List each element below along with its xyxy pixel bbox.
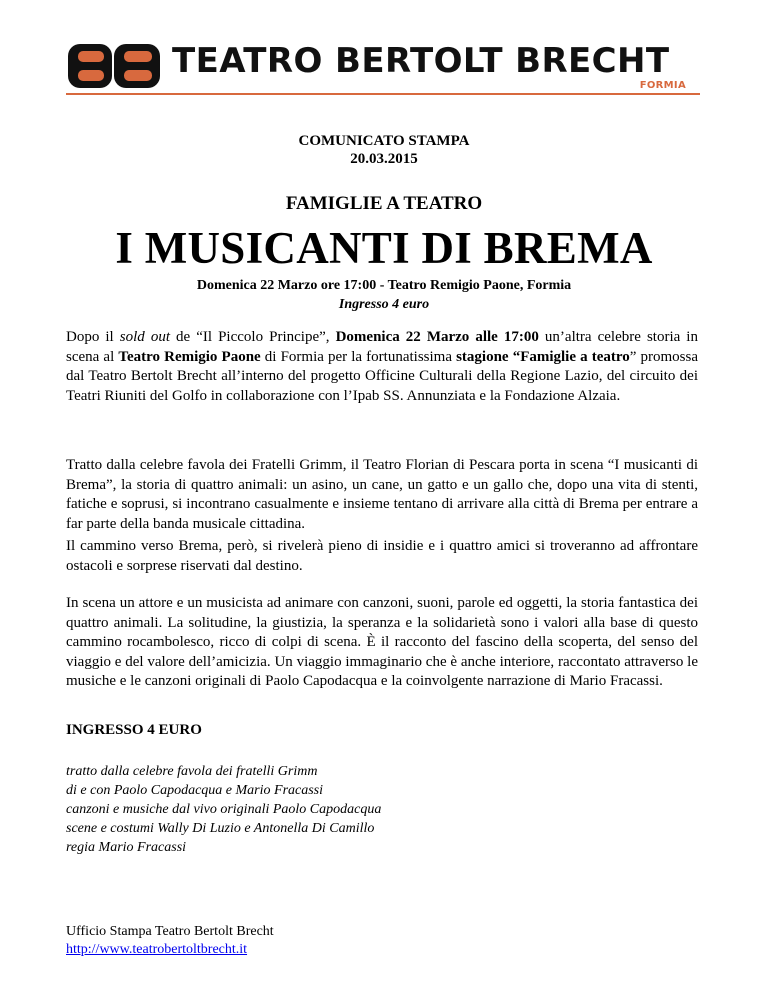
text-run-italic: sold out	[119, 329, 170, 345]
press-release-date: 20.03.2015	[350, 151, 418, 167]
credit-line: scene e costumi Wally Di Luzio e Antonella Di Camillo	[66, 821, 375, 836]
text-run: di Formia per la fortunatissima	[260, 348, 457, 365]
credit-line: di e con Paolo Capodacqua e Mario Fracassi	[66, 783, 324, 798]
paragraph-story: Tratto dalla celebre favola dei Fratelli Grimm, il Teatro Florian di Pescara porta in scena “I musicanti di Brema”, la storia di quattro animali: un asino, un cane, un gatto e un gallo che, dopo una vita di stenti, fatiche e soprusi, si incontrano casualmente e insieme tentano di arrivare alla città di Brema per entrare a far parte della banda musicale cittadina.	[66, 457, 698, 532]
footer	[66, 923, 274, 959]
entry-price-heading: INGRESSO 4 EURO	[66, 722, 202, 738]
paragraph-performance: In scena un attore e un musicista ad animare con canzoni, suoni, parole ed oggetti, la storia fantastica dei quattro animali. La solitudine, la giustizia, la speranza e la solidarietà sono i valori alla base di questo cammino rocambolesco, ricco di colpi di scena. È il racconto del fascino della scoperta, del senso del viaggio e del valore dell’amicizia. Un viaggio immaginario che è anche interiore, raccontato attraverso le musiche e le canzoni originali di Paolo Capodacqua e la coinvolgente narrazione di Mario Fracassi.	[66, 595, 698, 689]
bb-logo-icon	[66, 42, 162, 90]
credit-line: tratto dalla celebre favola dei fratelli Grimm	[66, 764, 318, 779]
text-run: ” promossa dal Teatro Bertolt Brecht all’interno del progetto Officine Culturali della Regione Lazio, del circuito dei Teatri Riuniti del Golfo in collaborazione con l’Ipab SS. Annunziata e la Fondazione Alzaia.	[66, 348, 699, 404]
header-logo	[66, 40, 700, 98]
website-link[interactable]: http://www.teatrobertoltbrecht.it	[66, 942, 248, 957]
credit-line: canzoni e musiche dal vivo originali Paolo Capodacqua	[66, 802, 382, 817]
logo-subtitle: FORMIA	[639, 80, 686, 91]
page-title: I MUSICANTI DI BREMA	[115, 223, 653, 273]
event-ticket: Ingresso 4 euro	[338, 297, 430, 312]
text-run-bold: Domenica 22 Marzo alle 17:00	[335, 329, 539, 345]
logo-title: TEATRO BERTOLT BRECHT	[172, 41, 670, 81]
paragraph-intro	[66, 328, 698, 406]
event-datetime: Domenica 22 Marzo ore 17:00 - Teatro Remigio Paone, Formia	[196, 278, 572, 293]
text-run: un’altra celebre storia in scena al	[66, 329, 698, 365]
text-run-bold: stagione “Famiglie a teatro	[456, 348, 630, 365]
text-run: de “Il Piccolo Principe”,	[169, 329, 336, 345]
paragraph-journey: Il cammino verso Brema, però, si rivelerà pieno di insidie e i quattro amici si troveranno ad affrontare ostacoli e sorprese riservati dal destino.	[66, 538, 698, 574]
credits-list	[66, 762, 381, 857]
press-release-label: COMUNICATO STAMPA	[298, 133, 470, 149]
text-run-bold: Teatro Remigio Paone	[118, 348, 261, 365]
text-run: Dopo il	[66, 329, 120, 345]
section-heading: FAMIGLIE A TEATRO	[285, 193, 483, 214]
press-office-label: Ufficio Stampa Teatro Bertolt Brecht	[66, 924, 274, 939]
credit-line: regia Mario Fracassi	[66, 840, 187, 855]
logo-divider	[66, 93, 700, 95]
